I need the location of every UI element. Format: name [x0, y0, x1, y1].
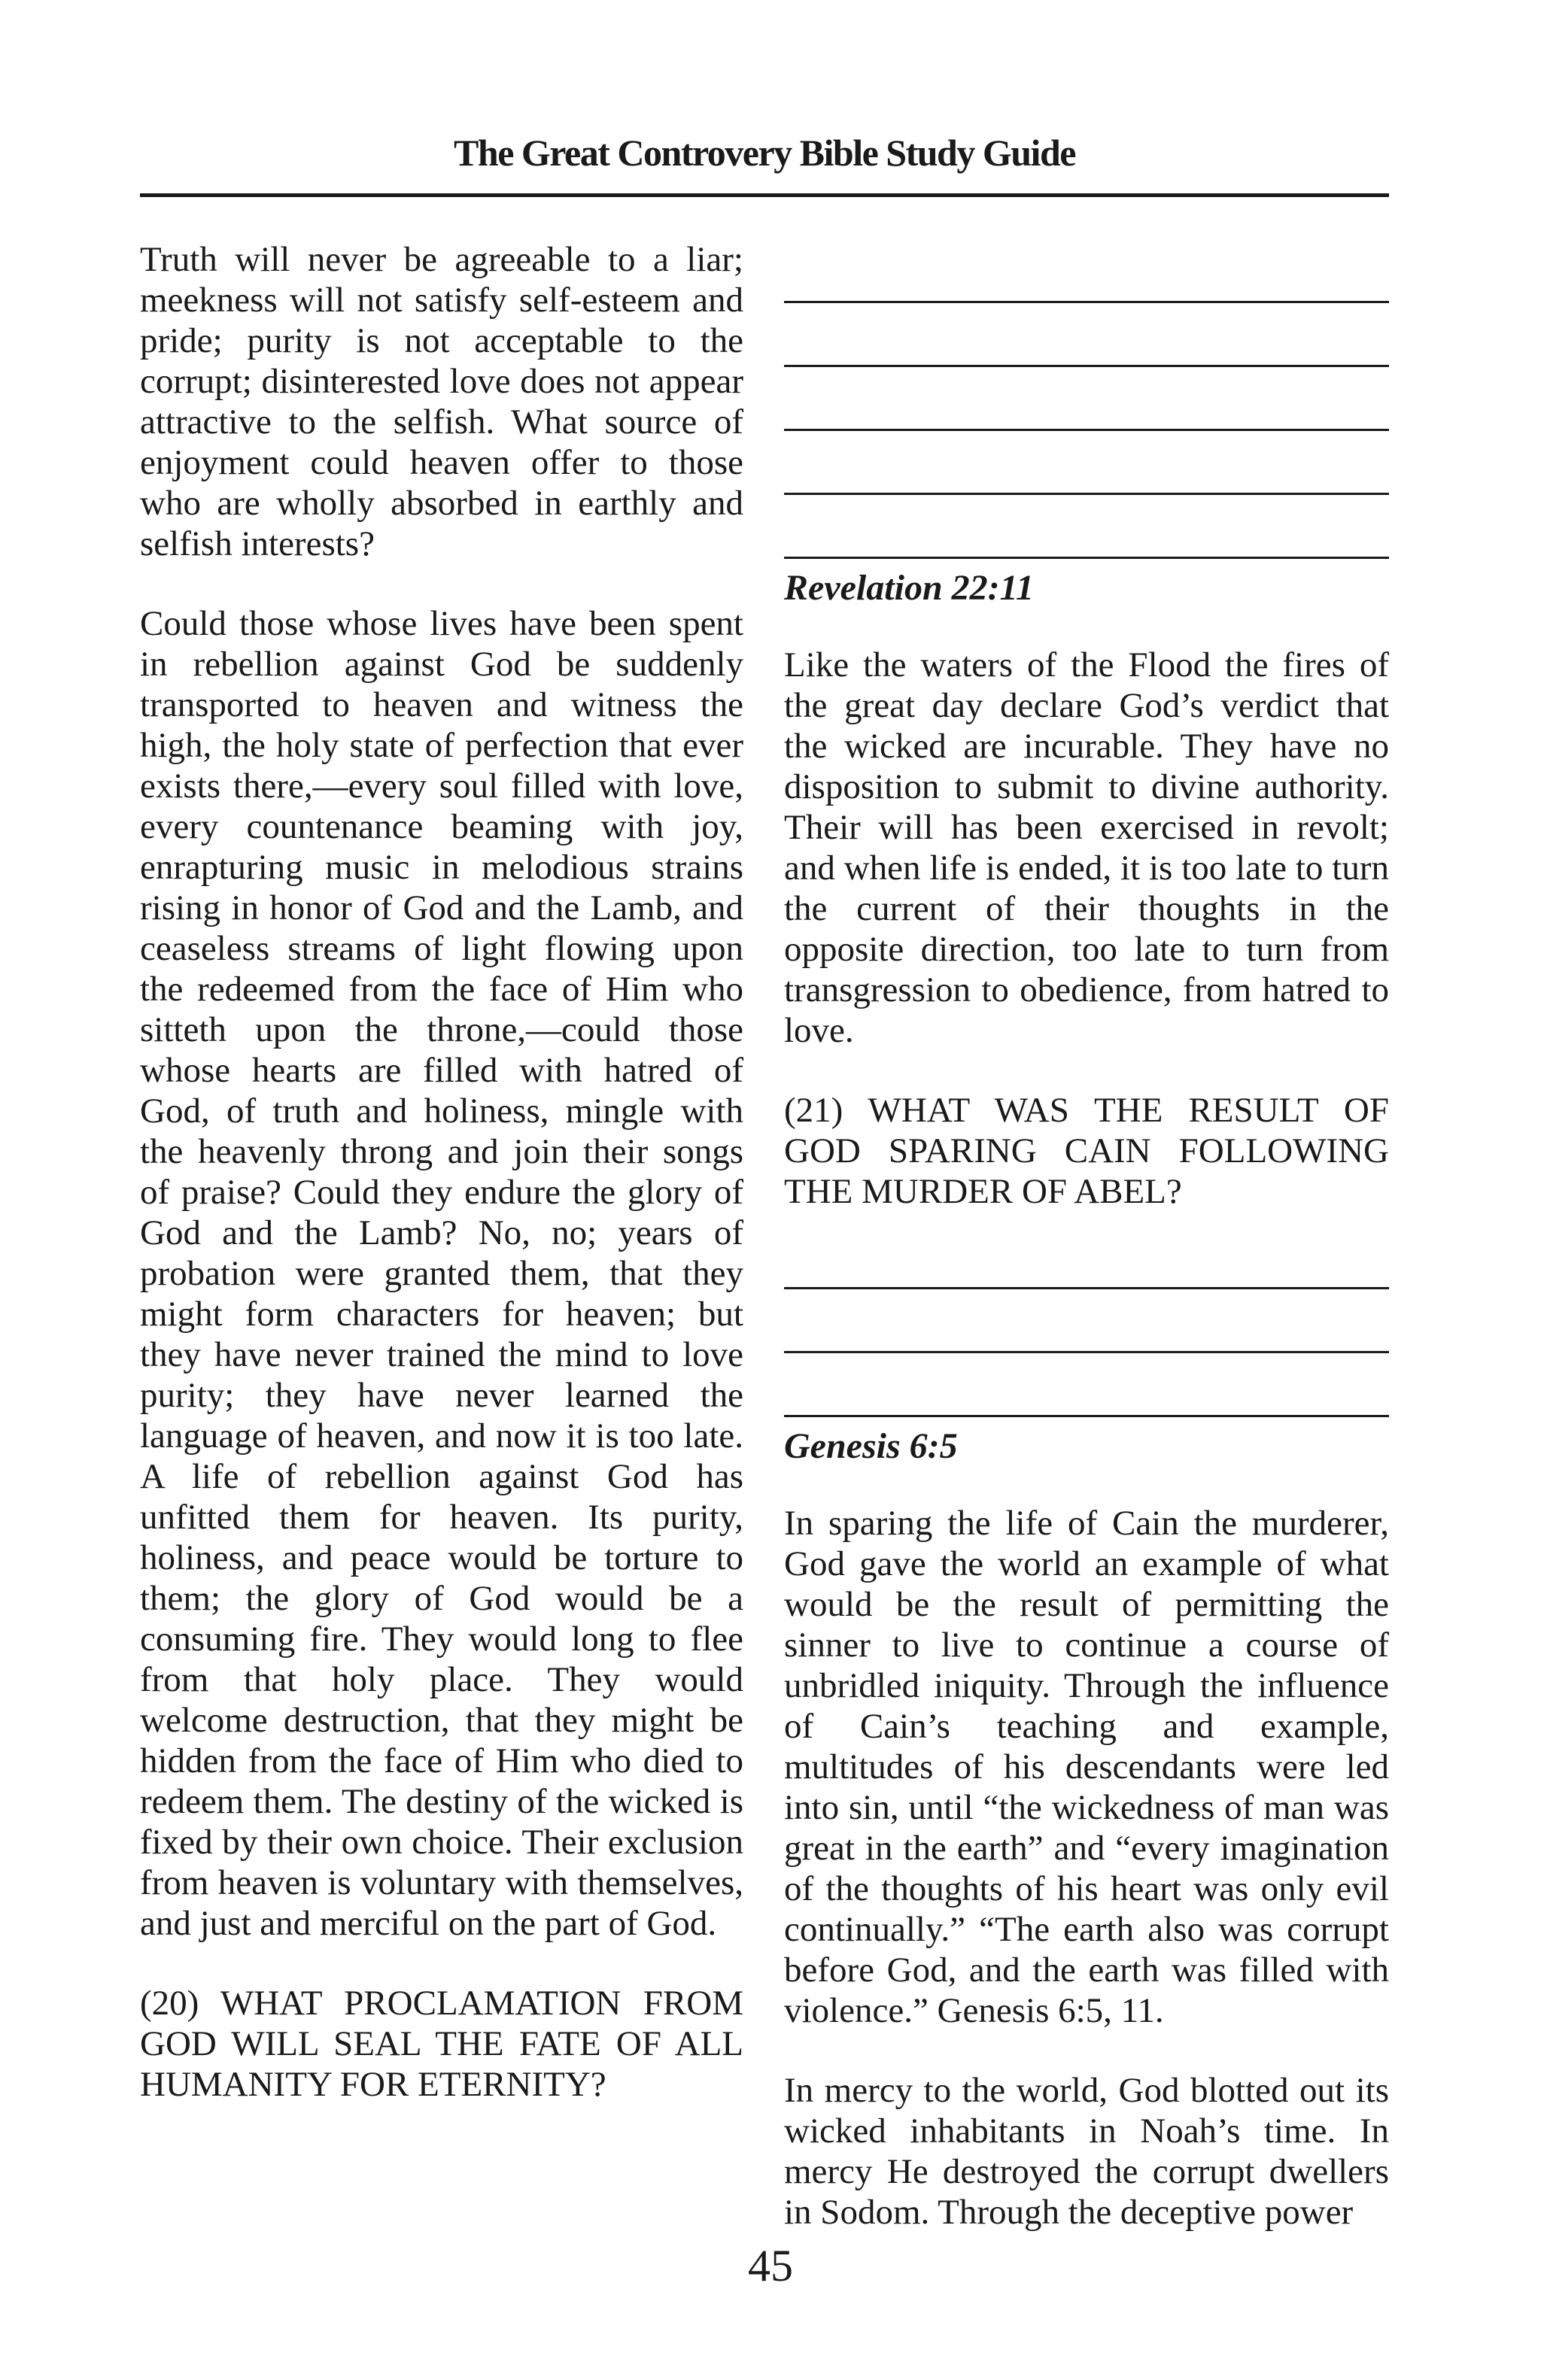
scripture-reference: Genesis 6:5: [784, 1426, 958, 1466]
question-20: (20) WHAT PROCLAMATION FROM GOD WILL SEAL THE FATE OF ALL HUMANITY FOR ETERNITY?: [140, 1984, 743, 2104]
answer-line[interactable]: [784, 367, 1389, 431]
right-paragraph-2: In sparing the life of Cain the murderer, God gave the world an example of what would be the result of permitting the sinner to live to continue a course of unbridled iniquity. Through the influence of Cain’s teaching and example, multitudes of his descendants were led into sin, until “the wickedness of man was great in the earth” and “every imagination of the thoughts of his heart was only evil continually.” “The earth also was corrupt before God, and the earth was filled with violence.” Genesis 6:5, 11.: [784, 1504, 1389, 2030]
answer-line[interactable]: [784, 1289, 1389, 1353]
page-header-title: The Great Controvery Bible Study Guide: [454, 132, 1075, 174]
left-paragraph-2: Could those whose lives have been spent in rebellion against God be suddenly transported to heaven and witness the high, the holy state of perfection that ever exists there,—every soul filled with love, every countenance beaming with joy, enrapturing music in melodious strains rising in honor of God and the Lamb, and ceaseless streams of light flowing upon the redeemed from the face of Him who sitteth upon the throne,—could those whose hearts are filled with hatred of God, of truth and holiness, mingle with the heavenly throng and join their songs of praise? Could they endure the glory of God and the Lamb? No, no; years of probation were granted them, that they might form characters for heaven; but they have never trained the mind to love purity; they have never learned the language of heaven, and now it is too late. A life of rebellion against God has unfitted them for heaven. Its purity, holiness, and peace would be torture to them; the glory of God would be a consuming fire. They would long to flee from that holy place. They would welcome destruction, that they might be hidden from the face of Him who died to redeem them. The destiny of the wicked is fixed by their own choice. Their exclusion from heaven is voluntary with themselves, and just and merciful on the part of God.: [140, 604, 743, 1943]
question-21: (21) WHAT WAS THE RESULT OF GOD SPARING CAIN FOLLOWING THE MURDER OF ABEL?: [784, 1091, 1389, 1211]
answer-line[interactable]: [784, 239, 1389, 303]
header-divider: [140, 193, 1389, 197]
left-column: [140, 239, 743, 2144]
right-paragraph-1: Like the waters of the Flood the fires of the great day declare God’s verdict that the wicked are incurable. They have no disposition to submit to divine authority. Their will has been exercised in revolt; and when life is ended, it is too late to turn the current of their thoughts in the opposite direction, too late to turn from transgression to obedience, from hatred to love.: [784, 645, 1389, 1050]
right-paragraph-3: In mercy to the world, God blotted out its wicked inhabitants in Noah’s time. In mercy He destroyed the corrupt dwellers in Sodom. Through the deceptive power: [784, 2071, 1389, 2232]
answer-line[interactable]: [784, 1225, 1389, 1289]
answer-line[interactable]: [784, 1353, 1389, 1417]
answer-line[interactable]: [784, 495, 1389, 559]
page-number: 45: [748, 2241, 793, 2290]
answer-line[interactable]: [784, 303, 1389, 367]
scripture-reference: Revelation 22:11: [784, 568, 1034, 608]
left-paragraph-1: Truth will never be agreeable to a liar; meekness will not satisfy self-esteem and pride; purity is not acceptable to the corrupt; disinterested love does not appear attractive to the selfish. What source of enjoyment could heaven offer to those who are wholly absorbed in earthly and selfish interests?: [140, 240, 743, 563]
right-column: [784, 239, 1389, 2272]
answer-line[interactable]: [784, 431, 1389, 495]
